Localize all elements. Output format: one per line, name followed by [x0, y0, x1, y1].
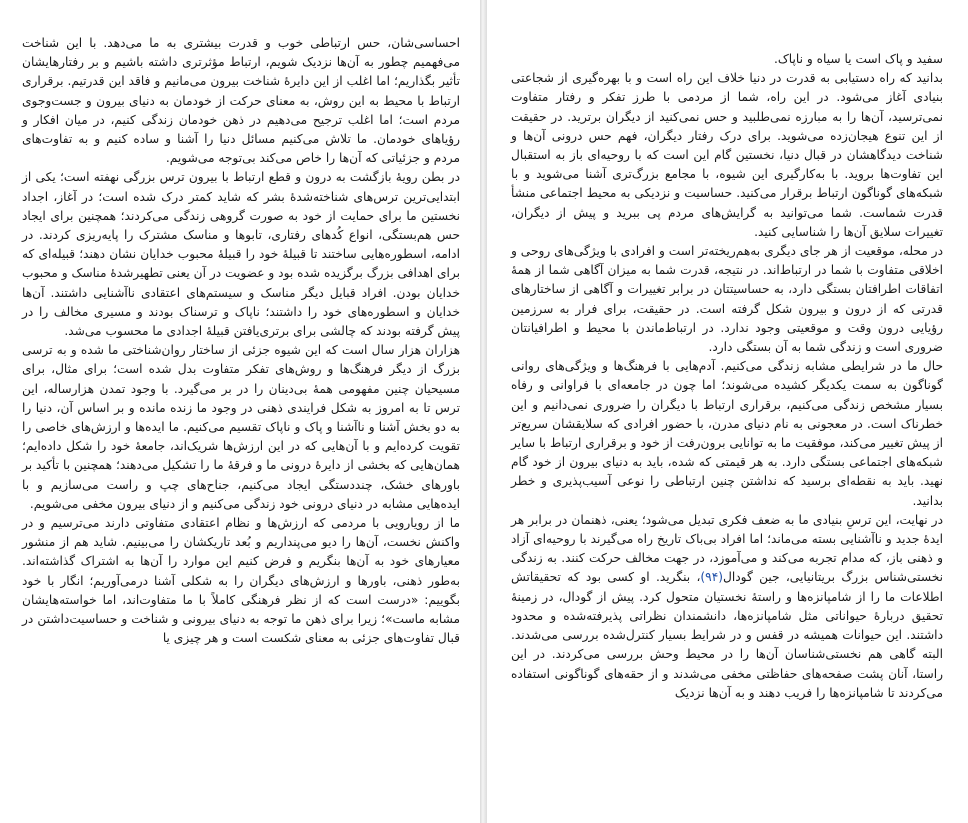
- paragraph: حال ما در شرایطی مشابه زندگی می‌کنیم. آدم‌هایی با فرهنگ‌ها و ویژگی‌های روانی گوناگون به سمت یکدیگر کشیده می‌شوند؛ اما چون در جامعه‌ای با فراوانی و رفاه بسیار مشخص زندگی می‌کنیم، برقراری ارتباط با دیگران را ضروری نمی‌دانیم و این خطرناک است. در معجونی به نام دنیای مدرن، با حضور افرادی که سلایقشان سریع‌تر از پیش تغییر می‌کند، موفقیت ما به توانایی برون‌رفت از خود و برقراری ارتباط با سایر شبکه‌های اجتماعی بستگی دارد. به هر قیمتی که شده، باید به دنیای بیرون از خود گام نهید. باید به نقطه‌ای برسید که نداشتن چنین ارتباطی را نوعی آسیب‌پذیری و خطر بدانید.: [511, 359, 943, 508]
- paragraph: سفید و پاک است یا سیاه و ناپاک.: [773, 52, 943, 66]
- book-gutter: [480, 0, 487, 823]
- paragraph: احساسی‌شان، حس ارتباطی خوب و قدرت بیشتری به ما می‌دهد. با این شناخت می‌فهمیم چطور به آن‌ها نزدیک شویم، ارتباط مؤثرتری داشته باشیم و بر رفتارهایشان تأثیر بگذاریم؛ اما اغلب از این دایرهٔ شناخت بیرون می‌مانیم و فاقد این قدرتیم. برقراری ارتباط با محیط به این روش، به معنای حرکت از خودمان به دنیای بیرون و جست‌وجوی مردم است؛ اما اغلب ترجیح می‌دهیم در ذهن خودمان زندگی کنیم، در میان افکار و رؤیاهای خودمان. ما تلاش می‌کنیم مسائل دنیا را آشنا و ساده کنیم و به تفاوت‌های مردم و جزئیاتی که آن‌ها را خاص می‌کند بی‌توجه می‌شویم.: [22, 36, 460, 166]
- right-page-text: [511, 50, 943, 703]
- paragraph: هزاران هزار سال است که این شیوه جزئی از ساختار روان‌شناختی ما شده و به ترسی بزرگ از دیگر فرهنگ‌ها و روش‌های تفکر متفاوت بدل شده است؛ برای مثال، برای مسیحیان چنین مفهومی همهٔ بی‌دینان را در بر می‌گیرد. با وجود تمدن هزارساله، این ترس تا به امروز به شکل فرایندی ذهنی در وجود ما زنده مانده و بر اساس آن، دنیا را به دو بخش آشنا و ناآشنا و پاک و ناپاک تقسیم می‌کنیم. ما ایده‌ها و ارزش‌های خاصی را تقویت کرده‌ایم و با آن‌هایی که در این ارزش‌ها شریک‌اند، جامعهٔ خود را شکل داده‌ایم؛ همان‌هایی که بخشی از دایرهٔ درونی ما و فرقهٔ ما را تشکیل می‌دهند؛ همچنین با تأکید بر باورهای خشک، چنددستگی ایجاد می‌کنیم، جناح‌های چپ و راست می‌سازیم و با ایده‌هایی مشابه در دنیای درونی خود زندگی می‌کنیم و از دنیای بیرون مخفی می‌شویم.: [22, 343, 460, 511]
- right-page: [487, 0, 968, 823]
- left-page: [0, 0, 480, 823]
- paragraph: در بطن رویهٔ بازگشت به درون و قطع ارتباط با بیرون ترس بزرگی نهفته است؛ یکی از ابتدایی‌ترین ترس‌های شناخته‌شدهٔ بشر که شاید کمتر درک شده است؛ در آغاز، اجداد نخستین ما برای حمایت از خود به صورت گروهی زندگی می‌کردند؛ همچنین برای ایجاد حس هم‌بستگی، انواع کُدهای رفتاری، تابوها و مناسک مشترک را پایه‌ریزی کردند. در ادامه، اسطوره‌هایی ساختند تا قبیلهٔ خود را قبیلهٔ محبوب خدایان نشان دهند؛ قبیله‌ای که برای اهدافی بزرگ برگزیده شده بود و عضویت در آن یعنی تطهیرشدهٔ مناسک و محبوب خدایان بودن. افراد قبایل دیگر مناسک و سیستم‌های اعتقادی ناآشنایی داشتند. آن‌ها خدایان و اسطوره‌های خود را داشتند؛ ناپاک و ترسناک بودند و مسیری مخالف را در پیش گرفته بودند که چالشی برای برتری‌یافتن قبیلهٔ اجدادی ما محسوب می‌شد.: [21, 170, 460, 339]
- paragraph: بدانید که راه دستیابی به قدرت در دنیا خلاف این راه است و با بهره‌گیری از شجاعتی بنیادی آغاز می‌شود. در این راه، شما از مردمی با طرز تفکر و رفتار متفاوت نمی‌ترسید، آن‌ها را به مبارزه نمی‌طلبید و حس نمی‌کنید از دیگران برترید. در حقیقت از این تنوع هیجان‌زده می‌شوید. برای درک رفتار دیگران، فهم حس درونی آن‌ها و شناخت دیدگاهشان در قبال دنیا، نخستین گام این است که با روحیه‌ای باز به استقبال این تفاوت‌ها بروید. با به‌کارگیری این شیوه، با مجامع بزرگ‌تری آشنا می‌شوید و با شبکه‌های گوناگون ارتباط برقرار می‌کنید. حساسیت و نزدیکی به محیط اجتماعی منشأ قدرت شماست. شما می‌توانید به گرایش‌های مردم پی ببرید و پیش از دیگران، تغییرات سلایق آن‌ها را شناسایی کنید.: [511, 71, 943, 239]
- paragraph: ما از رویارویی با مردمی که ارزش‌ها و نظام اعتقادی متفاوتی دارند می‌ترسیم و در واکنش نخست، آن‌ها را دیو می‌پنداریم و بُعد تاریکشان را می‌بینیم. شاید هم از منشور معیارهای خود به آن‌ها بنگریم و فرض کنیم این موارد را آن‌ها به اشتراک گذاشته‌اند. به‌طور ذهنی، باورها و ارزش‌های دیگران را به شکلی آشنا درمی‌آوریم؛ انگار با خود بگوییم: «درست است که از نظر فرهنگی کاملاً با ما متفاوت‌اند، اما خواسته‌هایشان مشابه ماست»؛ زیرا برای ذهن ما توجه به دنیای بیرونی و شناخت و حساسیت‌داشتن در قبال تفاوت‌های جزئی به معنای شکست است و هر چیزی یا: [22, 516, 460, 646]
- paragraph-text-continued: ، بنگرید. او کسی بود که تحقیقاتش اطلاعات ما را از شامپانزه‌ها و راستهٔ نخستیان متحول کرد. پیش از گودال، در زمینهٔ تحقیق دربارهٔ حیواناتی مثل شامپانزه‌ها، دانشمندان نظراتی پذیرفته‌شده و محدود داشتند. این حیوانات همیشه در قفس و در شرایط بسیار کنترل‌شده بررسی می‌شدند. البته گاهی هم نخستی‌شناسان آن‌ها را در محیط وحش بررسی می‌کردند. در این راستا، آنان پشت صفحه‌های حفاظتی مخفی می‌شدند و از حقه‌های گوناگونی استفاده می‌کردند تا شامپانزه‌ها را فریب دهند و به آن‌ها نزدیک: [511, 570, 943, 700]
- paragraph-text: در نهایت، این ترسِ بنیادی ما به ضعف فکری تبدیل می‌شود؛ یعنی، ذهنمان در برابر هر ایدهٔ جدید و ناآشنایی بسته می‌ماند؛ اما افراد بی‌باک تاریخ راه می‌گیرند با روحیه‌ای آزاد و ذهنی باز، که مدام تجربه می‌کند و می‌آموزد، در جهت مخالف حرکت کنند. به زندگی نخستی‌شناس بزرگ بریتانیایی، جین گودال: [511, 512, 943, 585]
- paragraph: در محله، موقعیت از هر جای دیگری به‌هم‌ریخته‌تر است و افرادی با ویژگی‌های روحی و اخلاقی متفاوت با شما در ارتباط‌اند. در نتیجه، قدرت شما به میزان آگاهی شما از همهٔ اتفاقات اطرافتان بستگی دارد، به حساسیتتان در برابر تغییرات و آگاهی از ساختارهای قدرتی که از درون و بیرون شکل گرفته است. در حقیقت، برای فرار به سرزمین رؤیایی درون وقت و موقعیتی وجود ندارد. در ارتباط‌ماندن با محیط و اطرافیانتان ضروری است و زندگی شما به آن بستگی دارد.: [511, 244, 943, 355]
- footnote-reference-link[interactable]: (۹۴): [700, 570, 724, 585]
- paragraph-with-reference: [511, 511, 943, 703]
- left-page-text: [22, 34, 460, 649]
